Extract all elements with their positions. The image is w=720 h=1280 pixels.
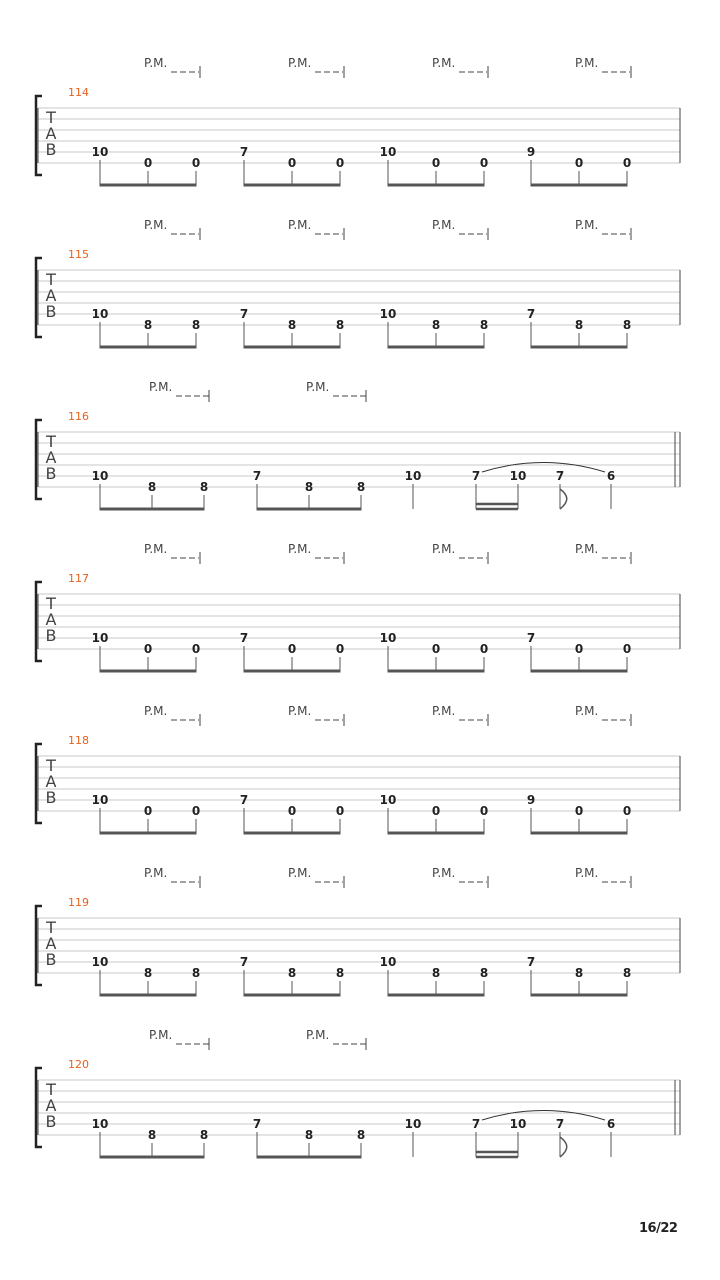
palm-mute-label: P.M. — [149, 1028, 173, 1042]
fret-number: 0 — [574, 156, 584, 170]
palm-mute-label: P.M. — [144, 704, 168, 718]
palm-mute-label: P.M. — [149, 380, 173, 394]
note-flag — [560, 489, 567, 509]
fret-number: 0 — [191, 156, 201, 170]
fret-number: 0 — [574, 804, 584, 818]
fret-number: 0 — [335, 156, 345, 170]
beat-group — [92, 704, 201, 833]
fret-number: 10 — [91, 793, 109, 807]
tab-system-118 — [36, 704, 680, 833]
tab-system-119 — [36, 866, 680, 995]
fret-number: 7 — [555, 1117, 565, 1131]
fret-number: 7 — [555, 469, 565, 483]
beat-group — [253, 1028, 366, 1157]
fret-number: 7 — [252, 469, 262, 483]
measure-number: 120 — [68, 1058, 89, 1071]
measure-number: 119 — [68, 896, 89, 909]
tab-clef-letter: T — [46, 756, 56, 775]
tab-clef-letter: A — [45, 1096, 57, 1115]
fret-number: 7 — [252, 1117, 262, 1131]
page-number: 16/22 — [639, 1221, 678, 1236]
fret-number: 0 — [287, 804, 297, 818]
palm-mute-label: P.M. — [575, 56, 599, 70]
palm-mute-label: P.M. — [432, 542, 456, 556]
fret-number: 0 — [287, 642, 297, 656]
beat-group — [380, 866, 489, 995]
note-flag — [560, 1137, 567, 1157]
fret-number: 7 — [239, 631, 249, 645]
beat-group — [380, 704, 489, 833]
fret-number: 0 — [191, 804, 201, 818]
tab-clef-letter: A — [45, 934, 57, 953]
tab-system-114 — [36, 56, 680, 185]
tab-clef-letter: T — [46, 594, 56, 613]
tab-clef-letter: B — [45, 464, 57, 483]
fret-number: 0 — [622, 804, 632, 818]
fret-number: 8 — [574, 966, 584, 980]
beat-group — [92, 56, 201, 185]
beat-group — [240, 218, 344, 347]
fret-number: 6 — [606, 1117, 616, 1131]
slur-arc — [482, 463, 605, 473]
palm-mute-label: P.M. — [306, 1028, 330, 1042]
tab-clef-letter: B — [45, 1112, 57, 1131]
fret-number: 8 — [199, 480, 209, 494]
fret-number: 7 — [239, 145, 249, 159]
fret-number: 10 — [404, 469, 422, 483]
tab-clef-letter: T — [46, 918, 56, 937]
tab-clef-letter: B — [45, 626, 57, 645]
fret-number: 10 — [91, 307, 109, 321]
fret-number: 0 — [143, 156, 153, 170]
fret-number: 10 — [91, 955, 109, 969]
fret-number: 8 — [356, 480, 366, 494]
palm-mute-label: P.M. — [575, 542, 599, 556]
fret-number: 10 — [379, 145, 397, 159]
fret-number: 8 — [147, 1128, 157, 1142]
fret-number: 8 — [479, 966, 489, 980]
fret-number: 10 — [379, 793, 397, 807]
tab-system-115 — [36, 218, 680, 347]
fret-number: 0 — [143, 642, 153, 656]
fret-number: 8 — [356, 1128, 366, 1142]
beat-group — [380, 218, 489, 347]
fret-number: 7 — [239, 793, 249, 807]
beat-group — [527, 704, 631, 833]
palm-mute-label: P.M. — [144, 56, 168, 70]
fret-number: 8 — [287, 966, 297, 980]
beat-group — [527, 56, 631, 185]
tab-clef-letter: B — [45, 302, 57, 321]
tab-clef-letter: A — [45, 610, 57, 629]
fret-number: 8 — [335, 966, 345, 980]
fret-number: 7 — [526, 955, 536, 969]
tab-system-117 — [36, 542, 680, 671]
palm-mute-label: P.M. — [432, 866, 456, 880]
tab-system-120 — [36, 1028, 680, 1157]
fret-number: 8 — [431, 966, 441, 980]
palm-mute-label: P.M. — [144, 542, 168, 556]
fret-number: 7 — [239, 955, 249, 969]
fret-number: 8 — [199, 1128, 209, 1142]
measure-number: 117 — [68, 572, 89, 585]
slur-arc — [482, 1111, 605, 1121]
beat-group — [92, 866, 201, 995]
fret-number: 10 — [91, 469, 109, 483]
fret-number: 10 — [91, 145, 109, 159]
fret-number: 10 — [379, 307, 397, 321]
fret-number: 10 — [379, 955, 397, 969]
palm-mute-label: P.M. — [288, 218, 312, 232]
beat-group — [380, 56, 489, 185]
fret-number: 0 — [574, 642, 584, 656]
tab-clef-letter: A — [45, 124, 57, 143]
tab-clef-letter: T — [46, 432, 56, 451]
tab-clef-letter: B — [45, 788, 57, 807]
palm-mute-label: P.M. — [288, 542, 312, 556]
fret-number: 10 — [91, 631, 109, 645]
fret-number: 0 — [479, 642, 489, 656]
beat-group — [380, 542, 489, 671]
measure-number: 116 — [68, 410, 89, 423]
fret-number: 7 — [471, 469, 481, 483]
fret-number: 0 — [191, 642, 201, 656]
fret-number: 0 — [431, 156, 441, 170]
beat-group — [92, 1028, 209, 1157]
fret-number: 0 — [287, 156, 297, 170]
fret-number: 8 — [431, 318, 441, 332]
fret-number: 8 — [143, 966, 153, 980]
fret-number: 8 — [287, 318, 297, 332]
fret-number: 0 — [431, 642, 441, 656]
palm-mute-label: P.M. — [575, 218, 599, 232]
beat-group — [240, 866, 344, 995]
tab-system-116 — [36, 380, 680, 509]
fret-number: 8 — [622, 966, 632, 980]
tab-clef-letter: B — [45, 140, 57, 159]
palm-mute-label: P.M. — [288, 56, 312, 70]
fret-number: 10 — [91, 1117, 109, 1131]
fret-number: 7 — [526, 307, 536, 321]
fret-number: 10 — [379, 631, 397, 645]
fret-number: 0 — [335, 804, 345, 818]
fret-number: 9 — [526, 793, 536, 807]
measure-number: 118 — [68, 734, 89, 747]
beat-group — [240, 542, 344, 671]
fret-number: 0 — [479, 156, 489, 170]
fret-number: 9 — [526, 145, 536, 159]
palm-mute-label: P.M. — [288, 866, 312, 880]
fret-number: 10 — [509, 1117, 527, 1131]
tab-clef-letter: T — [46, 270, 56, 289]
palm-mute-label: P.M. — [306, 380, 330, 394]
palm-mute-label: P.M. — [144, 218, 168, 232]
beat-group — [527, 866, 631, 995]
measure-number: 114 — [68, 86, 89, 99]
fret-number: 8 — [304, 1128, 314, 1142]
tab-clef-letter: T — [46, 108, 56, 127]
tab-clef-letter: A — [45, 286, 57, 305]
fret-number: 8 — [191, 966, 201, 980]
fret-number: 8 — [574, 318, 584, 332]
fret-number: 10 — [509, 469, 527, 483]
fret-number: 0 — [622, 642, 632, 656]
fret-number: 8 — [479, 318, 489, 332]
fret-number: 8 — [622, 318, 632, 332]
fret-number: 0 — [622, 156, 632, 170]
fret-number: 8 — [147, 480, 157, 494]
fret-number: 8 — [335, 318, 345, 332]
beat-group — [92, 218, 201, 347]
fret-number: 0 — [431, 804, 441, 818]
beat-group — [240, 704, 344, 833]
fret-number: 8 — [191, 318, 201, 332]
fret-number: 6 — [606, 469, 616, 483]
fret-number: 8 — [143, 318, 153, 332]
beat-group — [240, 56, 344, 185]
measure-number: 115 — [68, 248, 89, 261]
fret-number: 7 — [239, 307, 249, 321]
fret-number: 7 — [526, 631, 536, 645]
beat-group — [92, 380, 209, 509]
beat-group — [253, 380, 366, 509]
fret-number: 0 — [479, 804, 489, 818]
tab-clef-letter: A — [45, 772, 57, 791]
fret-number: 10 — [404, 1117, 422, 1131]
fret-number: 8 — [304, 480, 314, 494]
palm-mute-label: P.M. — [432, 218, 456, 232]
fill-figure — [405, 1111, 616, 1158]
fill-figure — [405, 463, 616, 510]
fret-number: 0 — [143, 804, 153, 818]
palm-mute-label: P.M. — [288, 704, 312, 718]
beat-group — [527, 542, 631, 671]
fret-number: 0 — [335, 642, 345, 656]
tab-clef-letter: T — [46, 1080, 56, 1099]
tab-clef-letter: B — [45, 950, 57, 969]
palm-mute-label: P.M. — [575, 704, 599, 718]
beat-group — [92, 542, 201, 671]
tab-clef-letter: A — [45, 448, 57, 467]
palm-mute-label: P.M. — [575, 866, 599, 880]
fret-number: 7 — [471, 1117, 481, 1131]
palm-mute-label: P.M. — [432, 704, 456, 718]
palm-mute-label: P.M. — [432, 56, 456, 70]
palm-mute-label: P.M. — [144, 866, 168, 880]
beat-group — [527, 218, 631, 347]
